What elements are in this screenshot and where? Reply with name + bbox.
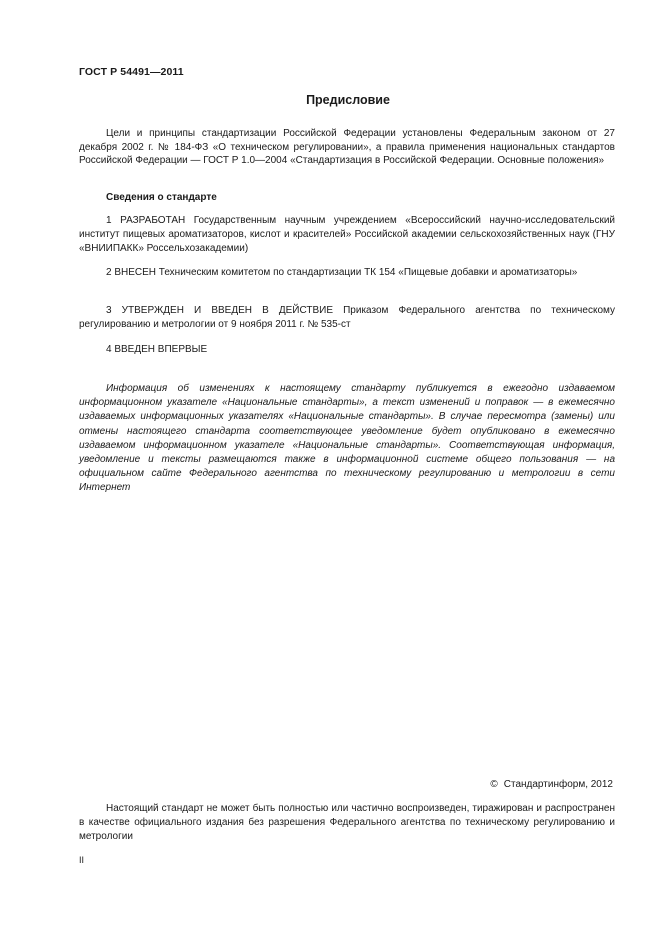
- copyright-text: Стандартинформ, 2012: [503, 779, 613, 790]
- standard-info-heading: Сведения о стандарте: [106, 192, 217, 203]
- page-title: Предисловие: [306, 93, 390, 107]
- document-code: ГОСТ Р 54491—2011: [79, 66, 184, 78]
- info-item-1: 1 РАЗРАБОТАН Государственным научным учреждением «Всероссийский научно-исследовательский институт пищевых ароматизаторов, кислот и красителей» Российской академии сельскохозяйственных наук (ГНУ «ВНИИПАКК» Россельхозакадемии): [79, 215, 615, 255]
- copyright-line: [490, 779, 613, 790]
- info-item-2: 2 ВНЕСЕН Техническим комитетом по стандартизации ТК 154 «Пищевые добавки и ароматизаторы»: [106, 267, 578, 278]
- changes-info-paragraph: Информация об изменениях к настоящему стандарту публикуется в ежегодно издаваемом информационном указателе «Национальные стандарты», а текст изменений и поправок — в ежемесячно издаваемых информационных указателях «Национальные стандарты». В случае пересмотра (замены) или отмены настоящего стандарта соответствующее уведомление будет опубликовано в ежемесячно издаваемом информационном указателе «Национальные стандарты». Соответствующая информация, уведомление и тексты размещаются также в информационной системе общего пользования — на официальном сайте Федерального агентства по техническому регулированию и метрологии в сети Интернет: [79, 383, 615, 494]
- info-item-3: 3 УТВЕРЖДЕН И ВВЕДЕН В ДЕЙСТВИЕ Приказом Федерального агентства по техническому регулированию и метрологии от 9 ноября 2011 г. № 535-ст: [79, 305, 615, 331]
- page-number: II: [79, 855, 85, 865]
- intro-paragraph: [79, 127, 615, 168]
- reproduction-notice: Настоящий стандарт не может быть полностью или частично воспроизведен, тиражирован и распространен в качестве официального издания без разрешения Федерального агентства по техническому регулированию и метрологии: [79, 803, 615, 842]
- copyright-symbol: ©: [490, 779, 498, 790]
- intro-text: Цели и принципы стандартизации Российской Федерации установлены Федеральным законом от 27 декабря 2002 г. № 184-ФЗ «О техническом регулировании», а правила применения национальных стандартов Российской Федерации — ГОСТ Р 1.0—2004 «Стандартизация в Российской Федерации. Основные положения»: [79, 128, 615, 167]
- info-item-4: 4 ВВЕДЕН ВПЕРВЫЕ: [106, 344, 208, 355]
